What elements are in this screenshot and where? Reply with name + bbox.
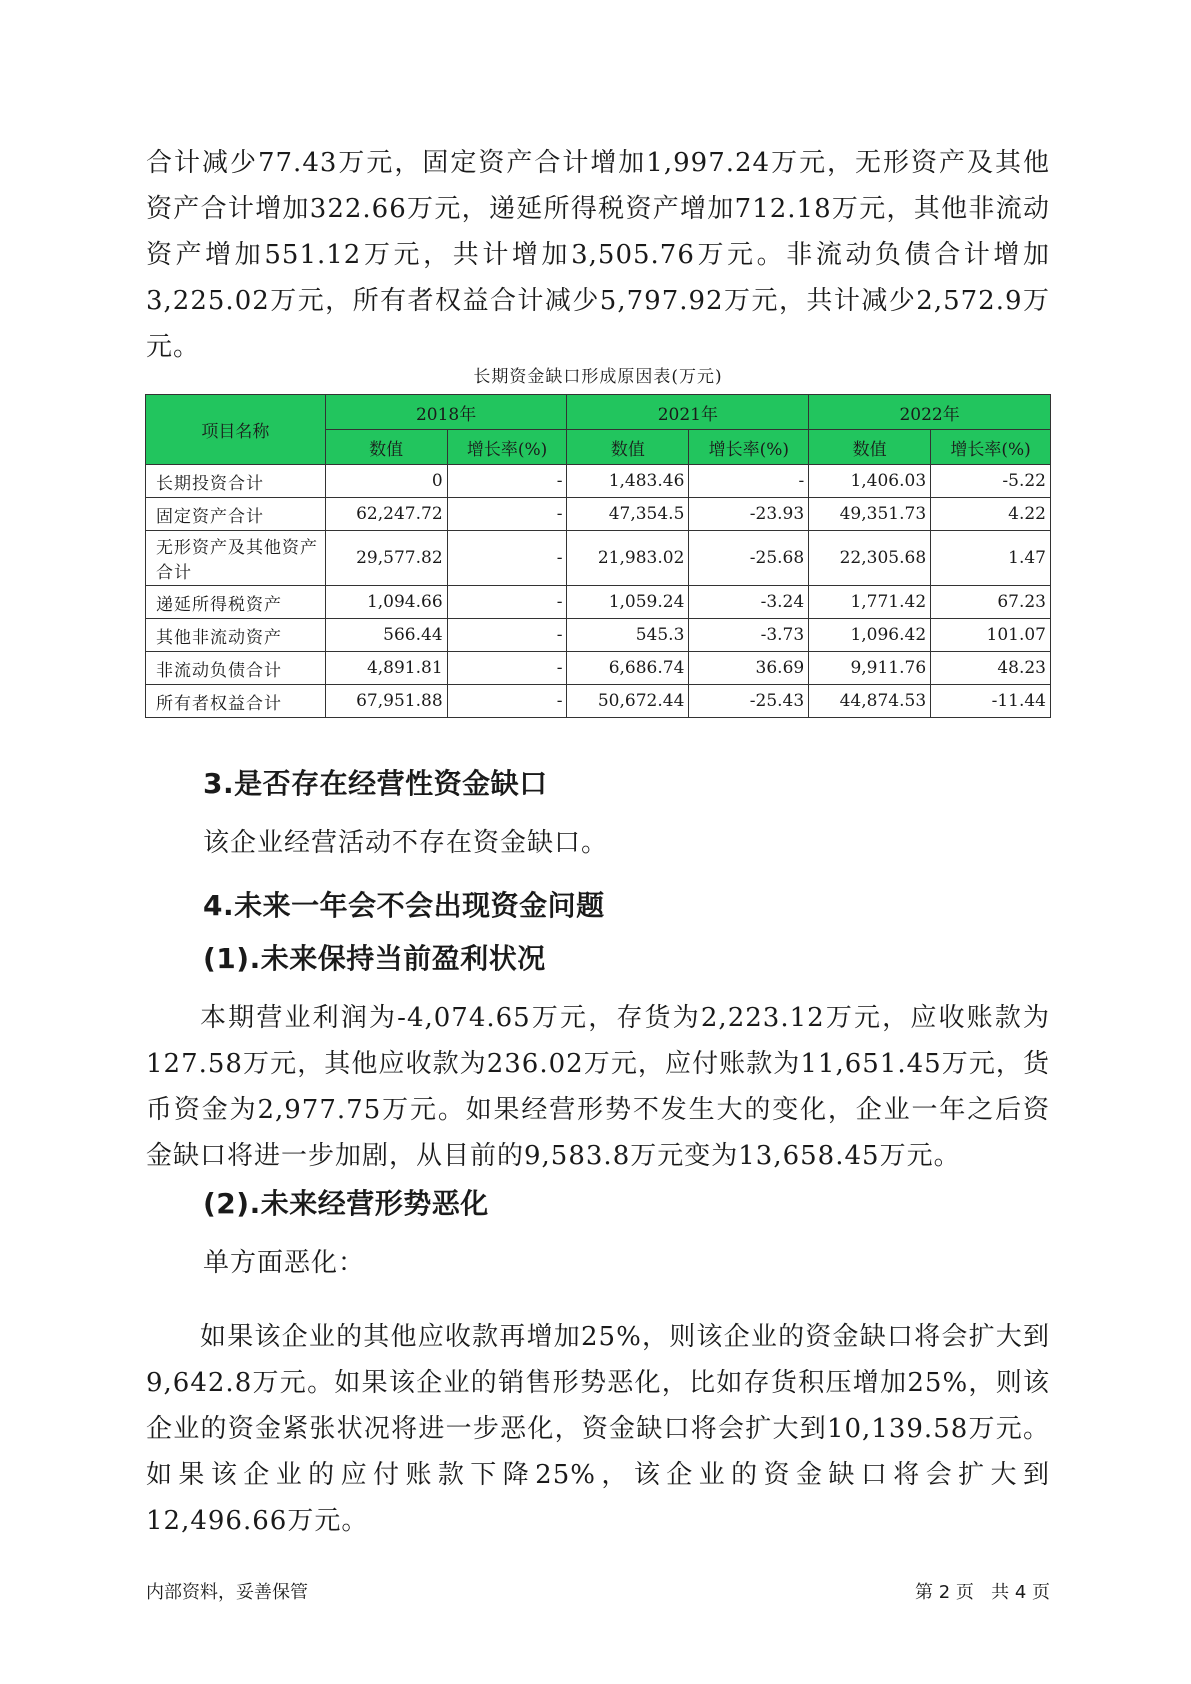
row-name: 所有者权益合计 — [146, 685, 326, 718]
table-row — [146, 531, 1051, 586]
subsection2-text: 如果该企业的其他应收款再增加25%，则该企业的资金缺口将会扩大到9,642.8万元。如果该企业的销售形势恶化，比如存货积压增加25%，则该企业的资金紧张状况将进一步恶化，资金缺口将会扩大到10,139.58万元。如果该企业的应付账款下降25%，该企业的资金缺口将会扩大到12,496.66万元。 — [146, 1322, 1050, 1536]
funding-gap-table — [145, 394, 1051, 718]
value-header: 数值 — [325, 430, 447, 465]
intro-paragraph: 合计减少77.43万元，固定资产合计增加1,997.24万元，无形资产及其他资产合计增加322.66万元，递延所得税资产增加712.18万元，其他非流动资产增加551.12万元，共计增加3,505.76万元。非流动负债合计增加3,225.02万元，所有者权益合计减少5,797.92万元，共计减少2,572.9万元。 — [146, 148, 1050, 362]
section3-text: 该企业经营活动不存在资金缺口。 — [203, 828, 609, 858]
value-2022: 44,874.53 — [809, 685, 931, 718]
year-header: 2022年 — [809, 395, 1051, 430]
section4-heading: 4.未来一年会不会出现资金问题 — [203, 889, 605, 922]
row-name: 递延所得税资产 — [146, 586, 326, 619]
growth-2022: 1.47 — [931, 531, 1051, 586]
growth-2021: - — [689, 465, 809, 498]
growth-2018: - — [447, 586, 567, 619]
value-2022: 1,096.42 — [809, 619, 931, 652]
value-2018: 29,577.82 — [325, 531, 447, 586]
value-2022: 49,351.73 — [809, 498, 931, 531]
year-header: 2018年 — [325, 395, 567, 430]
table-row — [146, 465, 1051, 498]
row-name: 固定资产合计 — [146, 498, 326, 531]
section3-heading: 3.是否存在经营性资金缺口 — [203, 767, 548, 800]
growth-2022: -5.22 — [931, 465, 1051, 498]
value-header: 数值 — [809, 430, 931, 465]
value-2021: 47,354.5 — [567, 498, 689, 531]
value-2021: 21,983.02 — [567, 531, 689, 586]
table-row — [146, 652, 1051, 685]
growth-2018: - — [447, 685, 567, 718]
footer-note: 内部资料，妥善保管 — [146, 1582, 308, 1603]
subsection1-heading: (1).未来保持当前盈利状况 — [203, 942, 546, 975]
value-2022: 22,305.68 — [809, 531, 931, 586]
growth-2021: 36.69 — [689, 652, 809, 685]
row-name: 长期投资合计 — [146, 465, 326, 498]
growth-2021: -3.24 — [689, 586, 809, 619]
growth-2018: - — [447, 619, 567, 652]
table-row — [146, 619, 1051, 652]
subsection1-text: 本期营业利润为-4,074.65万元，存货为2,223.12万元，应收账款为127.58万元，其他应收款为236.02万元，应付账款为11,651.45万元，货币资金为2,977.75万元。如果经营形势不发生大的变化，企业一年之后资金缺口将进一步加剧，从目前的9,583.8万元变为13,658.45万元。 — [146, 1003, 1050, 1171]
growth-2022: 4.22 — [931, 498, 1051, 531]
table-row — [146, 685, 1051, 718]
growth-2021: -23.93 — [689, 498, 809, 531]
growth-2021: -25.68 — [689, 531, 809, 586]
growth-2022: 101.07 — [931, 619, 1051, 652]
value-2022: 1,771.42 — [809, 586, 931, 619]
growth-2018: - — [447, 531, 567, 586]
subsection2-heading: (2).未来经营形势恶化 — [203, 1187, 489, 1220]
growth-2021: -3.73 — [689, 619, 809, 652]
growth-header: 增长率(%) — [931, 430, 1051, 465]
growth-2022: 67.23 — [931, 586, 1051, 619]
table-row — [146, 498, 1051, 531]
value-2018: 1,094.66 — [325, 586, 447, 619]
value-2018: 566.44 — [325, 619, 447, 652]
value-header: 数值 — [567, 430, 689, 465]
value-2018: 62,247.72 — [325, 498, 447, 531]
growth-2018: - — [447, 652, 567, 685]
value-2021: 545.3 — [567, 619, 689, 652]
value-2021: 1,059.24 — [567, 586, 689, 619]
growth-2021: -25.43 — [689, 685, 809, 718]
row-name: 其他非流动资产 — [146, 619, 326, 652]
value-2022: 1,406.03 — [809, 465, 931, 498]
table-row — [146, 586, 1051, 619]
row-name: 非流动负债合计 — [146, 652, 326, 685]
table-caption: 长期资金缺口形成原因表(万元) — [473, 367, 723, 387]
page-number: 第 2 页 共 4 页 — [915, 1582, 1050, 1603]
growth-2018: - — [447, 498, 567, 531]
value-2018: 0 — [325, 465, 447, 498]
value-2018: 67,951.88 — [325, 685, 447, 718]
single-aspect-label: 单方面恶化： — [203, 1248, 366, 1278]
value-2022: 9,911.76 — [809, 652, 931, 685]
item-name-header: 项目名称 — [146, 395, 326, 465]
value-2021: 6,686.74 — [567, 652, 689, 685]
value-2018: 4,891.81 — [325, 652, 447, 685]
year-header: 2021年 — [567, 395, 809, 430]
growth-2022: 48.23 — [931, 652, 1051, 685]
growth-header: 增长率(%) — [689, 430, 809, 465]
growth-header: 增长率(%) — [447, 430, 567, 465]
growth-2018: - — [447, 465, 567, 498]
value-2021: 1,483.46 — [567, 465, 689, 498]
row-name: 无形资产及其他资产合计 — [146, 531, 326, 586]
growth-2022: -11.44 — [931, 685, 1051, 718]
value-2021: 50,672.44 — [567, 685, 689, 718]
